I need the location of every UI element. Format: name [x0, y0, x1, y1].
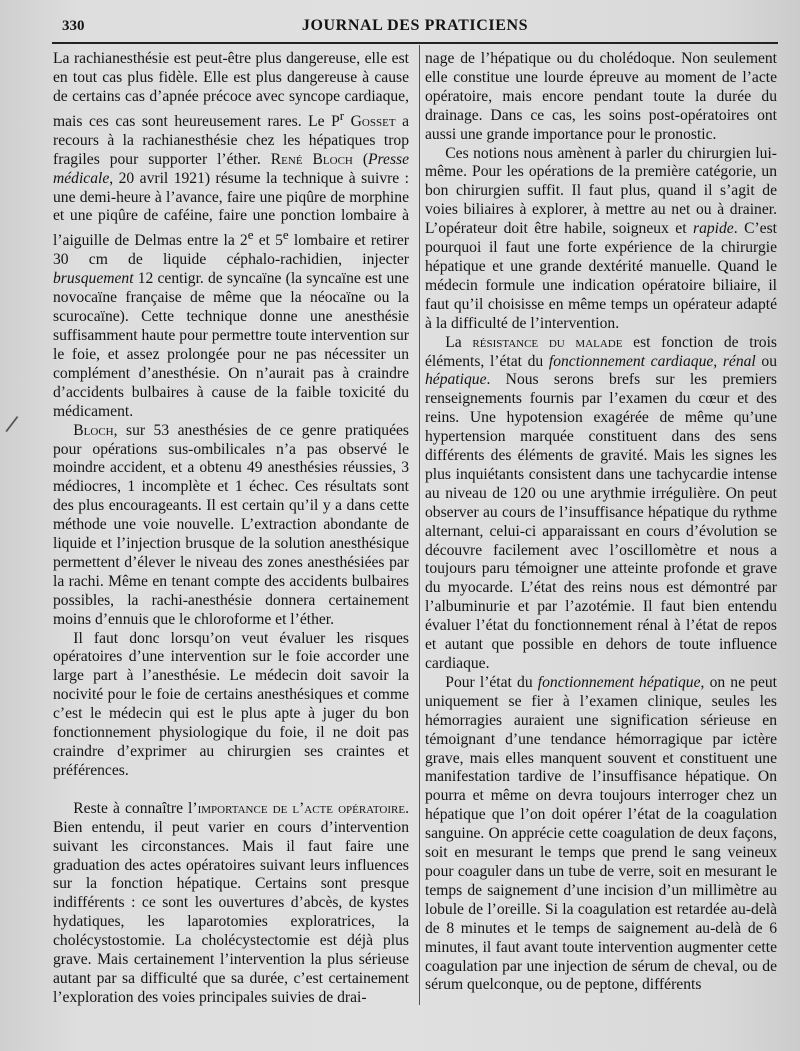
text-run: , on ne peut uniquement se fier à l’examen clinique, seules les hémorragies auraient une signification sérieuse en témoignant d’une tendance hémorragique par ictère grave, mais elles manquent souvent et constituent une manifestation tardive de l’insuffisance hépatique. On pourra et même on devra toujours interroger chez un hépatique que l’on doit opérer l’état de la coagulation sanguine. On apprécie cette coagulation de deux façons, soit en mesurant le temps que prend le sang veineux pour coaguler dans un tube de verre, soit en mesurant le temps de saignement d’une incision d’un millimètre au lobule de l’oreille. Si la coagulation est retardée au-delà de 8 minutes et le temps de saignement au-delà de 6 minutes, il faut avant toute intervention augmenter cette coagulation par une injection de sérum de cheval, ou de sérum quelconque, ou de peptone, différents: [425, 673, 777, 994]
text-run: 12 centigr. de syncaïne (la syncaïne est une novocaïne française de même que la néocaïne ou la scurocaïne). Cette technique donne une anesthésie suffisamment haute pour permettre toute intervention sur le foie, et assez prolongée pour ne pas nécessiter un complément d’anesthésie. On n’aurait pas à craindre d’accidents bulbaires à cause de la faible toxicité du médicament.: [53, 270, 409, 420]
page-number: 330: [62, 18, 85, 34]
paragraph: [53, 800, 409, 1008]
italic-text: Presse médicale: [53, 150, 410, 187]
small-caps-text: Bloch: [73, 421, 114, 439]
text-run: ou: [755, 352, 777, 370]
text-run: , sur 53 anesthésies de ce genre pratiquées pour opérations sus-ombilicales n’a pas observé le moindre accident, et a obtenu 49 anesthésies réussies, 3 médiocres, 1 incomplète et 1 échec. Ces résultats sont des plus encourageants. Il est certain qu’il y a dans cette méthode une voie nouvelle. L’extraction abondante de liquide et l’injection brusque de la solution anesthésique permettent d’élever le niveau des zones anesthésiées par la rachi. Même en tenant compte des accidents bulbaires possibles, la rachi-anesthésie donnera certainement moins d’ennuis que le chloroforme et l’éther.: [53, 421, 409, 628]
left-column: [53, 50, 409, 1008]
text-run: et 5: [253, 232, 283, 250]
paragraph: [53, 630, 409, 781]
text-run: Ces notions nous amènent à parler du chirurgien lui-même. Pour les opérations de la première catégorie, un bon chirurgien suffit. Il faut plus, quand il s’agit de voies biliaires à explorer, à mettre au net ou à drainer. L’opérateur doit être habile, soigneux et: [425, 144, 777, 238]
paragraph: [425, 334, 777, 674]
text-run: lombaire et retirer 30 cm de liquide céphalo-rachidien, injecter: [53, 232, 409, 269]
italic-text: fonctionnement cardiaque, rénal: [548, 352, 756, 370]
italic-text: brusquement: [53, 270, 134, 288]
italic-text: fonctionnement hépatique: [537, 673, 701, 691]
text-run: Il faut donc lorsqu’on veut évaluer les risques opératoires d’une intervention sur le foie accorder une large part à l’anesthésie. Le médecin doit savoir la nocivité pour le foie de certains anesthésiques et comme c’est le médecin qui est le plus apte à juger du bon fonctionnement physiologique du foie, il ne doit pas craindre d’exprimer au chirurgien ses craintes et préférences.: [53, 629, 409, 779]
small-caps-text: résistance du malade: [472, 333, 623, 351]
small-caps-text: importance de l’acte opératoire: [197, 799, 406, 817]
small-caps-text: René Bloch: [270, 150, 353, 168]
italic-text: rapide: [693, 220, 734, 238]
small-caps-text: Gosset: [350, 112, 396, 130]
text-run: La: [445, 333, 473, 351]
paragraph: [53, 50, 409, 422]
text-run: Reste à connaître l’: [73, 799, 198, 817]
text-run: . C’est pourquoi il faut une forte expérience de la chirurgie hépatique et une grande dextérité manuelle. Quand le médecin formule une indication opératoire biliaire, il faut qu’il choisisse en même temps un opérateur adapté à la difficulté de l’intervention.: [425, 220, 777, 332]
italic-text: hépatique: [425, 371, 487, 389]
right-column: [425, 50, 777, 995]
column-divider: [419, 45, 420, 1005]
journal-title: JOURNAL DES PRATICIENS: [301, 17, 529, 34]
text-run: (: [352, 150, 369, 168]
paragraph: [53, 422, 409, 630]
text-run: . Bien entendu, il peut varier en cours d’intervention suivant les circonstances. Mais il faut faire une graduation des actes opératoires suivant leurs influences sur la fonction hépatique. Certains sont presque indifférents : ce sont les ouvertures d’abcès, de kystes hydatiques, les laparotomies exploratrices, la cholécystostomie. La cholécystectomie est déjà plus grave. Mais certainement l’intervention la plus sérieuse autant par sa difficulté que sa durée, c’est certainement l’exploration des voies principales suivies de drai-: [53, 799, 409, 1006]
header-rule: [52, 42, 778, 44]
superscript: e: [247, 227, 254, 243]
text-run: . Nous serons brefs sur les premiers renseignements fournis par l’examen du cœur et des reins. Une hypotension exagérée de même qu’une hypertension marquée constituent dans des sens différents des éléments de gravité. Mais les signes les plus inquiétants consistent dans une tachycardie intense au niveau de 120 ou une arythmie irrégulière. On peut observer au cours de l’insuffisance hépatique du rythme alternant, celui-ci apparaissant en cours d’évolution se découvre facilement avec l’oscillomètre et nous a toujours paru témoigner une atteinte profonde et grave du myocarde. L’état des reins nous est démontré par l’albuminurie et par l’azotémie. Il faut bien entendu évaluer l’état du fonctionnement rénal à l’état de repos et autant que possible en dehors de toute influence cardiaque.: [425, 371, 777, 672]
page-header: [52, 14, 778, 40]
text-run: , 20 avril 1921) résume la technique à suivre : une demi-heure à l’avance, faire une piqûre de morphine et une piqûre de caféine, faire une ponction lombaire à l’aiguille de Delmas entre la 2: [53, 169, 409, 250]
margin-pencil-mark: /: [3, 411, 20, 438]
superscript: r: [339, 107, 345, 123]
paragraph: [425, 145, 777, 334]
text-run: nage de l’hépatique ou du cholédoque. Non seulement elle constitue une lourde épreuve au moment de l’acte opératoire, mais encore pendant toute la durée du drainage. Dans ce cas, les soins post-opératoires ont aussi une grande importance pour le pronostic.: [425, 50, 777, 143]
paragraph: [425, 674, 777, 995]
paragraph: [425, 50, 777, 145]
text-run: a recours à la rachianesthésie chez les hépatiques trop fragiles pour supporter l’éther.: [53, 112, 410, 168]
text-run: La rachianesthésie est peut-être plus dangereuse, elle est en tout cas plus fidèle. Elle est plus dangereuse à cause de certains cas d’apnée précoce avec syncope cardiaque, mais ces cas sont heureusement rares. Le P: [53, 50, 409, 130]
text-run: est fonction de trois éléments, l’état du: [425, 333, 777, 370]
superscript: e: [282, 227, 289, 243]
text-run: Pour l’état du: [445, 673, 538, 691]
